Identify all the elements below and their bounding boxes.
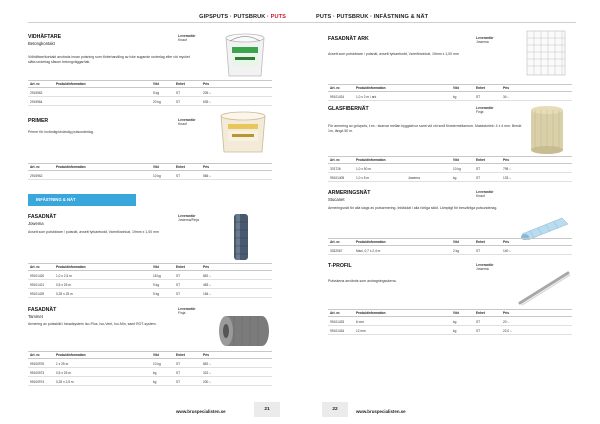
bucket-primer-image [216,108,270,154]
header-rule [28,22,300,23]
table-row: 376726 1,0 x 50 m 10 kg ST 795 :- [328,165,572,173]
supplier-info: Leverantör Jowema [476,36,494,45]
table-row: 99100976 1 x 25 m 10 kg ST 852 :- [28,360,272,368]
table-row: 99100973 0,5 x 25 m kg ST 322 :- [28,369,272,377]
bucket-vidhaftare-image [222,30,268,78]
page-header-left: GIPSPUTS · PUTSBRUK · PUTS [199,14,286,20]
table-row: 99101421 0,5 x 25 m 9 kg ST 483 :- [28,281,272,289]
product-subtitle: Tammet [28,314,43,319]
table-row: 99101420 1,0 x 2,5 m 18 kg ST 852 :- [28,272,272,280]
table-row: 99100974 0,25 x 2,5 m kg ST 200 :- [28,378,272,386]
product-title: VIDHÄFTARE [28,34,62,40]
page-number: 21 [254,402,280,417]
table-row: 2915964 20 kg ST 639 :- [28,98,272,106]
supplier-info: Leverantör Finja [178,307,196,316]
product-description: För armering av grövputs, t.ex.: skarvar mellan byggskivor samt vid vid små fönstermellanrum. Maskstorlek: 4 x 4 mm. Bredd 1m, längd 50 m. [328,124,522,133]
table-header: Art. nr. Produktinformation Vikt Enhet Pris [328,156,572,164]
product-description: Primer för invändig/utvändig putsunderlag. [28,130,94,134]
table-row: 99101434 12 mm kg ST 22,0 :- [328,327,572,335]
table-row: 99101433 6 mm kg ST 20 :- [328,318,572,326]
mesh-sheet-image [526,30,566,76]
supplier-info: Leverantör Finja [476,106,494,115]
product-title: T-PROFIL [328,263,352,269]
product-title: FASADNÄT [28,307,57,313]
page-right [300,0,600,424]
mesh-roll-image [232,212,250,262]
table-row: 99101429 0,25 x 25 m 5 kg ST 184 :- [28,290,272,298]
table-row: 3332067 Maxi, 0,7 x 2,4 m 2 kg ST 140 :- [328,247,572,255]
table-header: Art. nr. Produktinformation Vikt Enhet Pris [328,238,572,246]
fiberglass-roll-image [526,106,572,154]
header-rule [300,22,576,23]
table-header: Art. nr. Produktinformation Vikt Enhet Pris [28,80,272,88]
product-title: GLASFIBERNÄT [328,106,369,112]
table-row: 2915962 10 kg ST 566 :- [28,172,272,180]
product-title: FASADNÄT [28,214,57,220]
supplier-info: Leverantör Knauf [178,118,196,127]
section-band: INFÄSTNING & NÄT [28,194,136,206]
page-number: 22 [322,402,348,417]
product-subtitle: Jowema [28,221,44,226]
table-header: Art. nr. Produktinformation Vikt Enhet Pris [328,84,572,92]
product-description: Avsett som putsbärare / putsnät, avsett fyrkantsnät, Varmförzinkat, 19mm x 1,00 mm [328,52,459,56]
t-profile-image [516,270,572,306]
page-header-right: PUTS · PUTSBRUK · INFÄSTNING & NÄT [316,14,429,20]
website-link[interactable]: www.bruspecialisten.se [356,409,406,414]
table-row: 99101424 1,0 x 2 m / ark kg ST 34 :- [328,93,572,101]
product-description: Putsskena används som avdragningsskena. [328,279,397,283]
supplier-info: Leverantör Knauf [178,34,196,43]
supplier-info: Leverantör Jowema [476,263,494,272]
product-description: Armeringsnät för alla slags av putsarmering. Inbäddat i alla rörliga skikt. Lämpligt för besvärliga putsunderlag. [328,206,498,210]
mesh-roll-tammet-image [218,312,272,350]
product-description: Armering av putsskikt i fasadsystem Iso-Plus, Iso-Vent, Iso-Min, samt ROT-system. [28,322,157,326]
table-header: Art. nr. Produktinformation Vikt Enhet Pris [28,263,272,271]
product-title: ARMERINGSNÄT [328,190,371,196]
supplier-info: Leverantör Jowema/Finja [178,214,199,223]
product-subtitle: Betongkontakt [28,41,55,46]
table-header: Art. nr. Produktinformation Vikt Enhet Pris [328,309,572,317]
product-subtitle: Stucanet [328,197,345,202]
table-header: Art. nr. Produktinformation Vikt Enhet Pris [28,351,272,359]
product-description: Avsett som putsbärare / putsnät, avsett fyrkantsnät, Varmförzinkat, 19mm x 1,00 mm [28,230,159,234]
product-description: Vidhäftare/kontakt används innan putsning som förbehandling av icke sugande underlag eller vid mycket släta underlag såsom betongväggar/tak. [28,55,190,64]
table-row: 2915962 5 kg ST 205 :- [28,89,272,97]
product-title: PRIMER [28,118,49,124]
table-header: Art. nr. Produktinformation Vikt Enhet Pris [28,163,272,171]
product-title: FASADNÄT ARK [328,36,369,42]
supplier-info: Leverantör Knauf [476,190,494,199]
table-row: 99101405 1,0 x 5 m Jowema kg ST 133 :- [328,174,572,182]
website-link[interactable]: www.bruspecialisten.se [176,409,226,414]
